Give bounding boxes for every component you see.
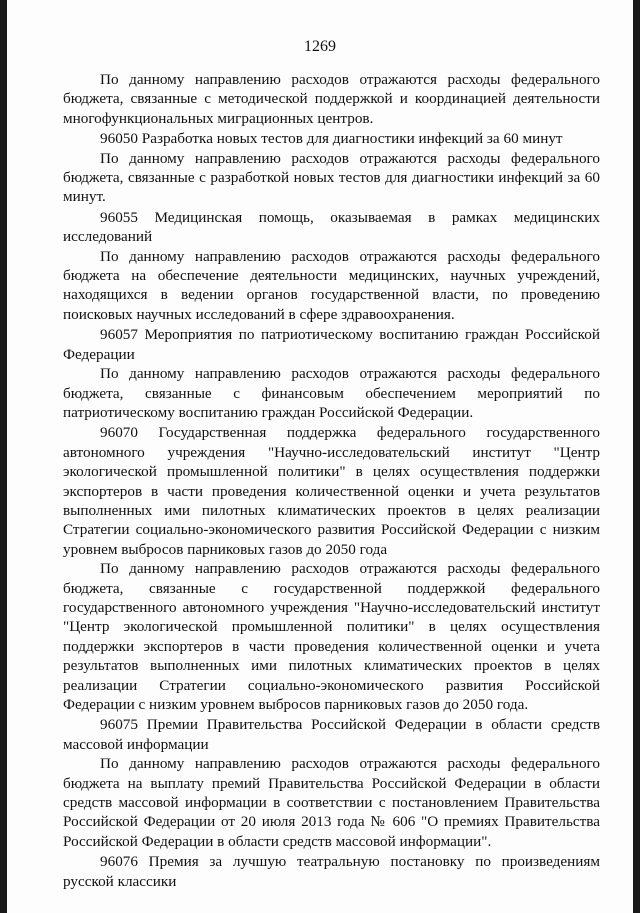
heading-96050: 96050 Разработка новых тестов для диагностики инфекций за 60 минут: [100, 130, 563, 148]
page-number: 1269: [304, 38, 336, 55]
heading-96057: 96057 Мероприятия по патриотическому воспитанию граждан Российской Федерации: [63, 326, 600, 363]
scan-right-edge: [633, 0, 640, 913]
heading-96075: 96075 Премии Правительства Российской Федерации в области средств массовой информации: [63, 716, 600, 753]
scan-left-edge: [0, 0, 7, 913]
paragraph-96055-description: По данному направлению расходов отражаются расходы федерального бюджета на обеспечение деятельности медицинских, научных учреждений, находящихся в ведении органов государственной власти, по проведению поисковых научных исследований в сфере здравоохранения.: [63, 247, 600, 323]
document-body: [63, 70, 600, 891]
paragraph-96050-description: По данному направлению расходов отражаются расходы федерального бюджета, связанные с разработкой новых тестов для диагностики инфекций за 60 минут.: [63, 149, 600, 206]
heading-96070: 96070 Государственная поддержка федерального государственного автономного учреждения "Научно-исследовательский институт "Центр экологической промышленной политики" в целях осуществления поддержки экспортеров в части проведения количественной оценки и учета результатов выполненных ими пилотных климатических проектов в целях реализации Стратегии социально-экономического развития Российской Федерации с низким уровнем выбросов парниковых газов до 2050 года: [63, 424, 600, 558]
heading-96055: 96055 Медицинская помощь, оказываемая в рамках медицинских исследований: [63, 208, 600, 246]
paragraph-96075-description: По данному направлению расходов отражаются расходы федерального бюджета на выплату премий Правительства Российской Федерации в области средств массовой информации в соответствии с постановлением Правительства Российской Федерации от 20 июля 2013 года № 606 "О премиях Правительства Российской Федерации в области средств массовой информации".: [63, 755, 600, 850]
paragraph-96045-description: По данному направлению расходов отражаются расходы федерального бюджета, связанные с методической поддержкой и координацией деятельности многофункциональных миграционных центров.: [63, 71, 600, 127]
paragraph-96070-description: По данному направлению расходов отражаются расходы федерального бюджета, связанные с государственной поддержкой федерального государственного автономного учреждения "Научно-исследовательский институт "Центр экологической промышленной политики" в целях осуществления поддержки экспортеров в части проведения количественной оценки и учета результатов выполненных ими пилотных климатических проектов в целях реализации Стратегии социально-экономического развития Российской Федерации с низким уровнем выбросов парниковых газов до 2050 года.: [63, 560, 600, 713]
paragraph-96057-description: По данному направлению расходов отражаются расходы федерального бюджета, связанные с финансовым обеспечением мероприятий по патриотическому воспитанию граждан Российской Федерации.: [63, 365, 600, 421]
heading-96076: 96076 Премия за лучшую театральную постановку по произведениям русской классики: [63, 853, 600, 890]
